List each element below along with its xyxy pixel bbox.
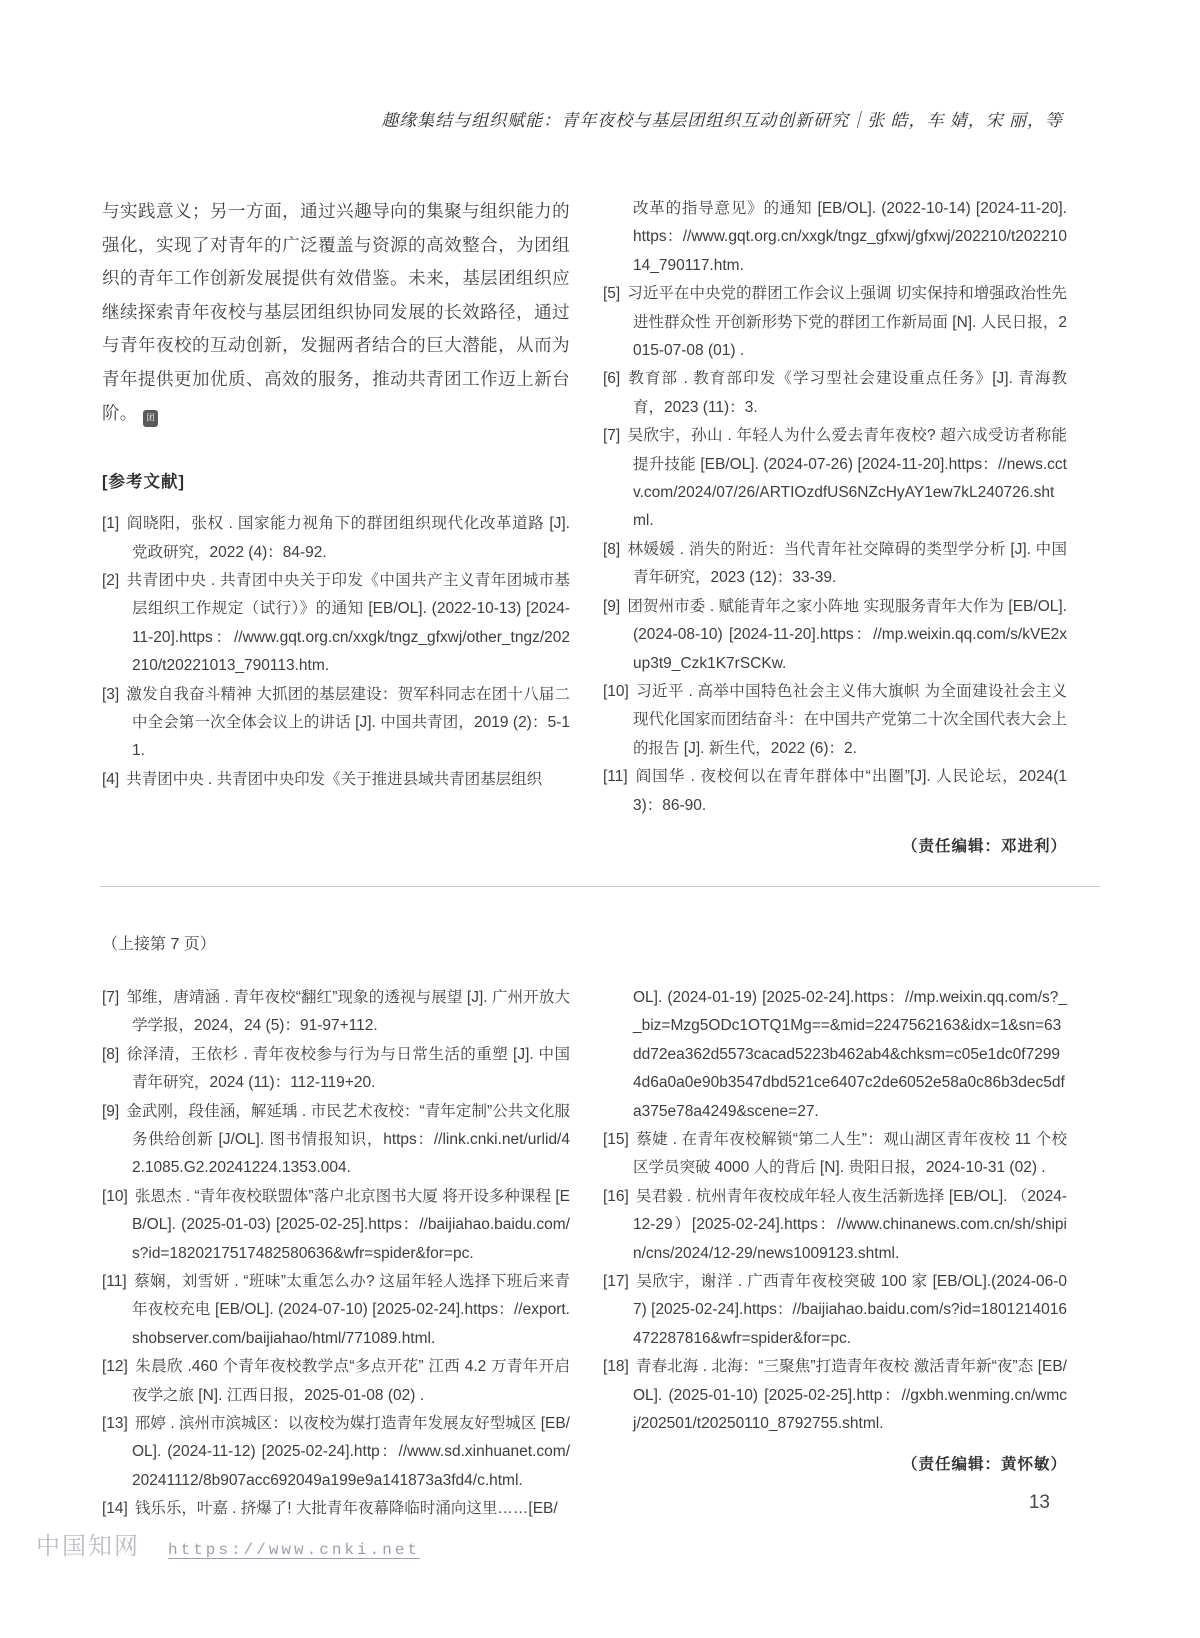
reference-item (102, 510, 570, 567)
reference-label: [11] (102, 1273, 127, 1290)
reference-text: 团贺州市委 . 赋能青年之家小阵地 实现服务青年大作为 [EB/OL]. (2024-08-10) [2024-11-20].https：//mp.weixin.qq.com/s/kVE2xup3t9_Czk1K7rSCKw. (627, 597, 1067, 672)
reference-item (102, 567, 570, 681)
reference-text: 共青团中央 . 共青团中央印发《关于推进县域共青团基层组织 (126, 770, 543, 788)
reference-item (603, 1126, 1067, 1183)
footer-watermark (36, 1526, 420, 1561)
reference-item (102, 984, 570, 1041)
references-top-section (0, 195, 1200, 856)
reference-label: [3] (102, 685, 120, 703)
reference-text: 青春北海 . 北海：“三聚焦”打造青年夜校 激活青年新“夜”态 [EB/OL]. (2025-01-10) [2025-02-25].http：//gxbh.wenming.cn/wmcj/202501/t20250110_8792755.shtml. (633, 1358, 1067, 1433)
reference-label: [4] (102, 770, 120, 788)
cnki-logo: 中国知网 (36, 1533, 140, 1560)
reference-label: [6] (603, 370, 621, 388)
reference-item (603, 763, 1067, 820)
reference-item (102, 681, 570, 766)
reference-item (102, 1098, 570, 1183)
references-heading: [参考文献] (102, 473, 185, 492)
reference-text: 共青团中央 . 共青团中央关于印发《中国共产主义青年团城市基层组织工作规定（试行）》的通知 [EB/OL]. (2022-10-13) [2024-11-20].https：//www.gqt.org.cn/xxgk/tngz_gfxwj/other_tngz/202210/t20221013_790113.htm. (126, 571, 570, 675)
reference-item (102, 1410, 570, 1495)
reference-continuation: OL]. (2024-01-19) [2025-02-24].https：//mp.weixin.qq.com/s?__biz=Mzg5ODc1OTQ1Mg==&mid=2247562163&idx=1&sn=63dd72ea362d5573cacad5223b462ab4&chksm=c05e1dc0f72994d6a0a0e90b3547dbd521ce6407c2de6052e58a0c86b3dec5dfa375e78a4249&scene=27. (633, 988, 1067, 1120)
reference-label: [9] (102, 1102, 120, 1120)
reference-item (603, 280, 1067, 365)
top-right-column (603, 195, 1067, 856)
reference-text: 蔡娴，刘雪妍 . “班味”太重怎么办? 这届年轻人选择下班后来青年夜校充电 [EB/OL]. (2024-07-10) [2025-02-24].https：//export.shobserver.com/baijiahao/html/771089.html. (132, 1273, 570, 1347)
reference-label: [16] (603, 1187, 629, 1205)
reference-label: [7] (603, 427, 621, 445)
reference-label: [10] (603, 682, 629, 700)
editor-note-bottom: （责任编辑：黄怀敏） (901, 1456, 1067, 1474)
continued-from-note: （上接第 7 页） (102, 935, 216, 953)
reference-text: 林媛媛 . 消失的附近：当代青年社交障碍的类型学分析 [J]. 中国青年研究，2023 (12)：33-39. (627, 540, 1067, 587)
reference-label: [9] (603, 597, 621, 615)
reference-label: [8] (603, 540, 621, 558)
reference-label: [17] (603, 1273, 629, 1290)
reference-label: [8] (102, 1045, 120, 1063)
reference-label: [7] (102, 988, 120, 1006)
reference-item (102, 1268, 570, 1353)
reference-item (603, 536, 1067, 593)
reference-item (102, 1041, 570, 1098)
reference-text: 习近平在中央党的群团工作会议上强调 切实保持和增强政治性先进性群众性 开创新形势下党的群团工作新局面 [N]. 人民日报，2015-07-08 (01) . (627, 285, 1067, 360)
reference-item (603, 365, 1067, 422)
reference-text: 教育部 . 教育部印发《学习型社会建设重点任务》[J]. 青海教育，2023 (11)：3. (627, 370, 1067, 416)
cnki-url: https://www.cnki.net (168, 1541, 421, 1559)
reference-item (603, 1353, 1067, 1438)
reference-label: [18] (603, 1358, 629, 1376)
reference-text: 阎晓阳，张权 . 国家能力视角下的群团组织现代化改革道路 [J]. 党政研究，2022 (4)：84-92. (126, 515, 570, 561)
reference-text: 金武刚，段佳涵，解延瑀 . 市民艺术夜校：“青年定制”公共文化服务供给创新 [J/OL]. 图书情报知识，https：//link.cnki.net/urlid/42.1085.G2.20241224.1353.004. (126, 1102, 570, 1177)
reference-text: 习近平 . 高举中国特色社会主义伟大旗帜 为全面建设社会主义现代化国家而团结奋斗：在中国共产党第二十次全国代表大会上的报告 [J]. 新生代，2022 (6)：2. (633, 682, 1068, 757)
bottom-left-column (102, 984, 570, 1524)
reference-label: [14] (102, 1500, 128, 1518)
article-end-icon (143, 410, 158, 427)
reference-text: 邹维，唐靖涵 . 青年夜校“翻红”现象的透视与展望 [J]. 广州开放大学学报，2024，24 (5)：91-97+112. (126, 988, 570, 1035)
reference-item (102, 1353, 570, 1410)
reference-item (102, 1183, 570, 1268)
reference-label: [5] (603, 285, 621, 303)
reference-label: [13] (102, 1415, 128, 1433)
reference-text: 徐泽清，王依杉 . 青年夜校参与行为与日常生活的重塑 [J]. 中国青年研究，2024 (11)：112-119+20. (126, 1045, 570, 1092)
reference-label: [15] (603, 1130, 629, 1148)
reference-text: 邢婷 . 滨州市滨城区：以夜校为媒打造青年发展友好型城区 [EB/OL]. (2024-11-12) [2025-02-24].http：//www.sd.xinhuanet.com/20241112/8b907acc692049a199e9a141873a3fd4/c.html. (132, 1415, 570, 1489)
reference-text: 吴欣宇，孙山 . 年轻人为什么爱去青年夜校? 超六成受访者称能提升技能 [EB/OL]. (2024-07-26) [2024-11-20].https：//news.cctv.com/2024/07/26/ARTIOzdfUS6NZcHyAY1ew7kL240726.shtml. (627, 427, 1067, 530)
reference-text: 朱晨欣 .460 个青年夜校教学点“多点开花” 江西 4.2 万青年开启夜学之旅 [N]. 江西日报，2025-01-08 (02) . (132, 1358, 570, 1404)
reference-text: 阎国华 . 夜校何以在青年群体中“出圈”[J]. 人民论坛，2024(13)：86-90. (633, 768, 1067, 814)
reference-text: 蔡婕 . 在青年夜校解锁“第二人生”：观山湖区青年夜校 11 个校区学员突破 4000 人的背后 [N]. 贵阳日报，2024-10-31 (02) . (633, 1130, 1067, 1177)
article-end-icon-glyph: 团 (145, 413, 155, 423)
reference-item (102, 1495, 570, 1523)
reference-item (603, 593, 1067, 678)
top-left-column (102, 195, 570, 794)
reference-item (102, 766, 570, 794)
reference-text: 激发自我奋斗精神 大抓团的基层建设：贺军科同志在团十八届二中全会第一次全体会议上的讲话 [J]. 中国共青团，2019 (2)：5-11. (126, 685, 570, 760)
reference-item (603, 678, 1067, 763)
reference-text: 张恩杰 . “青年夜校联盟体”落户北京图书大厦 将开设多种课程 [EB/OL]. (2025-01-03) [2025-02-25].https：//baijiahao.baidu.com/s?id=1820217517482580636&wfr=spider&for=pc. (132, 1187, 570, 1262)
reference-continuation: 改革的指导意见》的通知 [EB/OL]. (2022-10-14) [2024-11-20]. https：//www.gqt.org.cn/xxgk/tngz_gfxwj/gfxwj/202210/t20221014_790117.htm. (633, 200, 1067, 274)
closing-paragraph (102, 195, 570, 430)
reference-label: [2] (102, 571, 120, 589)
reference-item (603, 1183, 1067, 1268)
bottom-right-column (603, 984, 1067, 1475)
reference-label: [1] (102, 515, 120, 533)
reference-label: [12] (102, 1358, 128, 1376)
closing-paragraph-text: 与实践意义；另一方面，通过兴趣导向的集聚与组织能力的强化，实现了对青年的广泛覆盖与资源的高效整合，为团组织的青年工作创新发展提供有效借鉴。未来，基层团组织应继续探索青年夜校与基层团组织协同发展的长效路径，通过与青年夜校的互动创新，发掘两者结合的巨大潜能，从而为青年提供更加优质、高效的服务，推动共青团工作迈上新台阶。 (102, 201, 570, 423)
continued-references-section (0, 984, 1200, 1524)
reference-text: 吴君毅 . 杭州青年夜校成年轻人夜生活新选择 [EB/OL]. （2024-12-29）[2025-02-24].https：//www.chinanews.com.cn/sh/shipin/cns/2024/12-29/news1009123.shtml. (633, 1187, 1067, 1262)
running-header: 趣缘集结与组织赋能：青年夜校与基层团组织互动创新研究｜张 皓，车 婧，宋 丽，等 (381, 111, 1063, 130)
reference-text: 钱乐乐，叶嘉 . 挤爆了! 大批青年夜幕降临时涌向这里……[EB/ (134, 1500, 558, 1518)
page-number: 13 (1028, 1492, 1050, 1513)
reference-text: 吴欣宇，谢洋 . 广西青年夜校突破 100 家 [EB/OL].(2024-06-07) [2025-02-24].https：//baijiahao.baidu.com/s?id=1801214016472287816&wfr=spider&for=pc. (633, 1273, 1067, 1347)
reference-item (603, 1268, 1067, 1353)
editor-note-top: （责任编辑：邓进利） (901, 837, 1067, 855)
reference-label: [11] (603, 768, 628, 786)
reference-item (603, 422, 1067, 536)
reference-label: [10] (102, 1187, 128, 1205)
